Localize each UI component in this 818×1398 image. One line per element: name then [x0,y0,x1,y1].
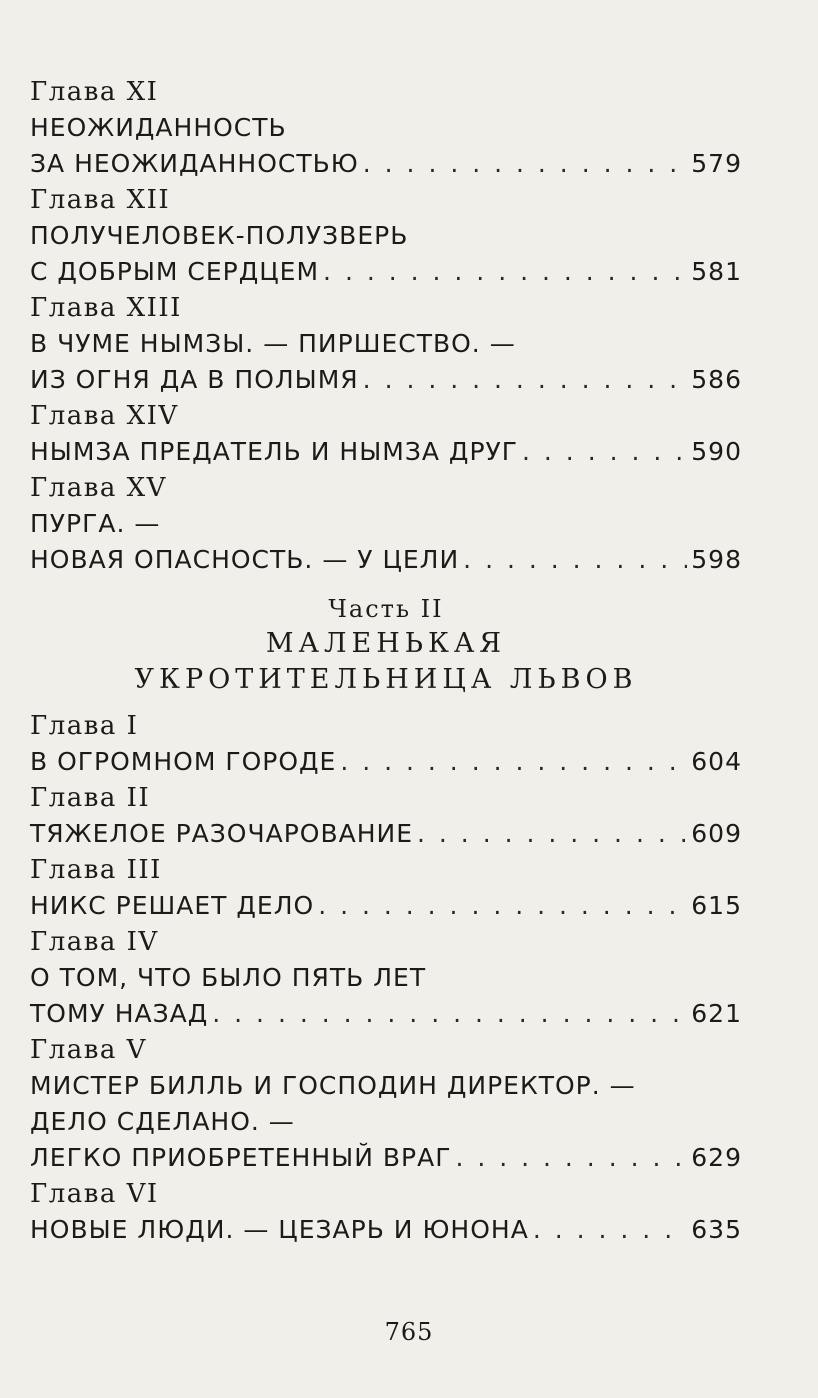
chapter-title-text: С ДОБРЫМ СЕРДЦЕМ [30,257,320,286]
chapter-title-final-line [30,1140,742,1176]
toc-entry [30,1032,742,1176]
chapter-title-line: МИСТЕР БИЛЛЬ И ГОСПОДИН ДИРЕКТОР. — [30,1071,636,1100]
chapter-title-final-line [30,888,742,924]
chapter-heading: Глава II [30,783,151,813]
dot-leader [363,362,688,398]
chapter-title-text: ТОМУ НАЗАД [30,999,209,1028]
chapter-title-text: В ОГРОМНОМ ГОРОДЕ [30,747,337,776]
chapter-title-text: ТЯЖЕЛОЕ РАЗОЧАРОВАНИЕ [30,819,414,848]
chapter-heading: Глава III [30,855,162,885]
chapter-title-line: В ЧУМЕ НЫМЗЫ. — ПИРШЕСТВО. — [30,329,516,358]
chapter-page-number: 635 [691,1215,742,1244]
chapter-page-number: 590 [691,437,742,466]
chapter-title-final-line [30,146,742,182]
table-of-contents [30,74,742,1248]
chapter-page-number: 604 [691,747,742,776]
chapter-heading: Глава XIII [30,293,182,323]
dot-leader [323,254,687,290]
chapter-title-text: ИЗ ОГНЯ ДА В ПОЛЫМЯ [30,365,359,394]
chapter-page-number: 581 [691,257,742,286]
chapter-title-final-line [30,362,742,398]
toc-entry [30,780,742,852]
dot-leader [212,996,687,1032]
part-label: Часть II [328,595,444,623]
chapter-title-final-line [30,434,742,470]
chapter-heading: Глава V [30,1035,147,1065]
chapter-page-number: 621 [691,999,742,1028]
chapter-title-final-line [30,1212,742,1248]
dot-leader [522,434,687,470]
chapter-title-final-line [30,996,742,1032]
toc-entry [30,852,742,924]
toc-entry [30,398,742,470]
part-title-line-1: МАЛЕНЬКАЯ [265,628,507,659]
chapter-page-number: 598 [691,545,742,574]
toc-entry [30,1176,742,1248]
chapter-heading: Глава XI [30,77,159,107]
toc-entry [30,924,742,1032]
chapter-heading: Глава XIV [30,401,179,431]
part-two-entries [30,708,742,1248]
part-title-line-2: УКРОТИТЕЛЬНИЦА ЛЬВОВ [134,664,638,695]
chapter-title-text: НЫМЗА ПРЕДАТЕЛЬ И НЫМЗА ДРУГ [30,437,519,466]
chapter-heading: Глава IV [30,927,159,957]
toc-entry [30,182,742,290]
chapter-title-line: ПОЛУЧЕЛОВЕК-ПОЛУЗВЕРЬ [30,221,409,250]
dot-leader [340,744,687,780]
chapter-page-number: 609 [691,819,742,848]
part-heading [30,592,742,698]
dot-leader [533,1212,687,1248]
toc-entry [30,708,742,780]
toc-entry [30,290,742,398]
chapter-heading: Глава VI [30,1179,159,1209]
dot-leader [363,146,688,182]
dot-leader [463,542,687,578]
chapter-page-number: 629 [691,1143,742,1172]
dot-leader [417,816,687,852]
chapter-heading: Глава XII [30,185,171,215]
chapter-page-number: 586 [691,365,742,394]
toc-entry [30,74,742,182]
chapter-title-line: О ТОМ, ЧТО БЫЛО ПЯТЬ ЛЕТ [30,963,427,992]
chapter-title-final-line [30,816,742,852]
chapter-title-final-line [30,542,742,578]
chapter-title-text: НОВАЯ ОПАСНОСТЬ. — У ЦЕЛИ [30,545,460,574]
chapter-title-text: НОВЫЕ ЛЮДИ. — ЦЕЗАРЬ И ЮНОНА [30,1215,529,1244]
chapter-heading: Глава I [30,711,139,741]
chapter-title-line: ПУРГА. — [30,509,161,538]
dot-leader [318,888,687,924]
chapter-title-text: ЗА НЕОЖИДАННОСТЬЮ [30,149,359,178]
chapter-title-final-line [30,744,742,780]
chapter-page-number: 579 [691,149,742,178]
chapter-title-line: ДЕЛО СДЕЛАНО. — [30,1107,295,1136]
page-number: 765 [384,1318,434,1346]
part-one-entries [30,74,742,578]
chapter-title-text: НИКС РЕШАЕТ ДЕЛО [30,891,315,920]
chapter-title-line: НЕОЖИДАННОСТЬ [30,113,287,142]
chapter-page-number: 615 [691,891,742,920]
chapter-heading: Глава XV [30,473,167,503]
toc-entry [30,470,742,578]
dot-leader [455,1140,687,1176]
chapter-title-text: ЛЕГКО ПРИОБРЕТЕННЫЙ ВРАГ [30,1143,452,1172]
chapter-title-final-line [30,254,742,290]
